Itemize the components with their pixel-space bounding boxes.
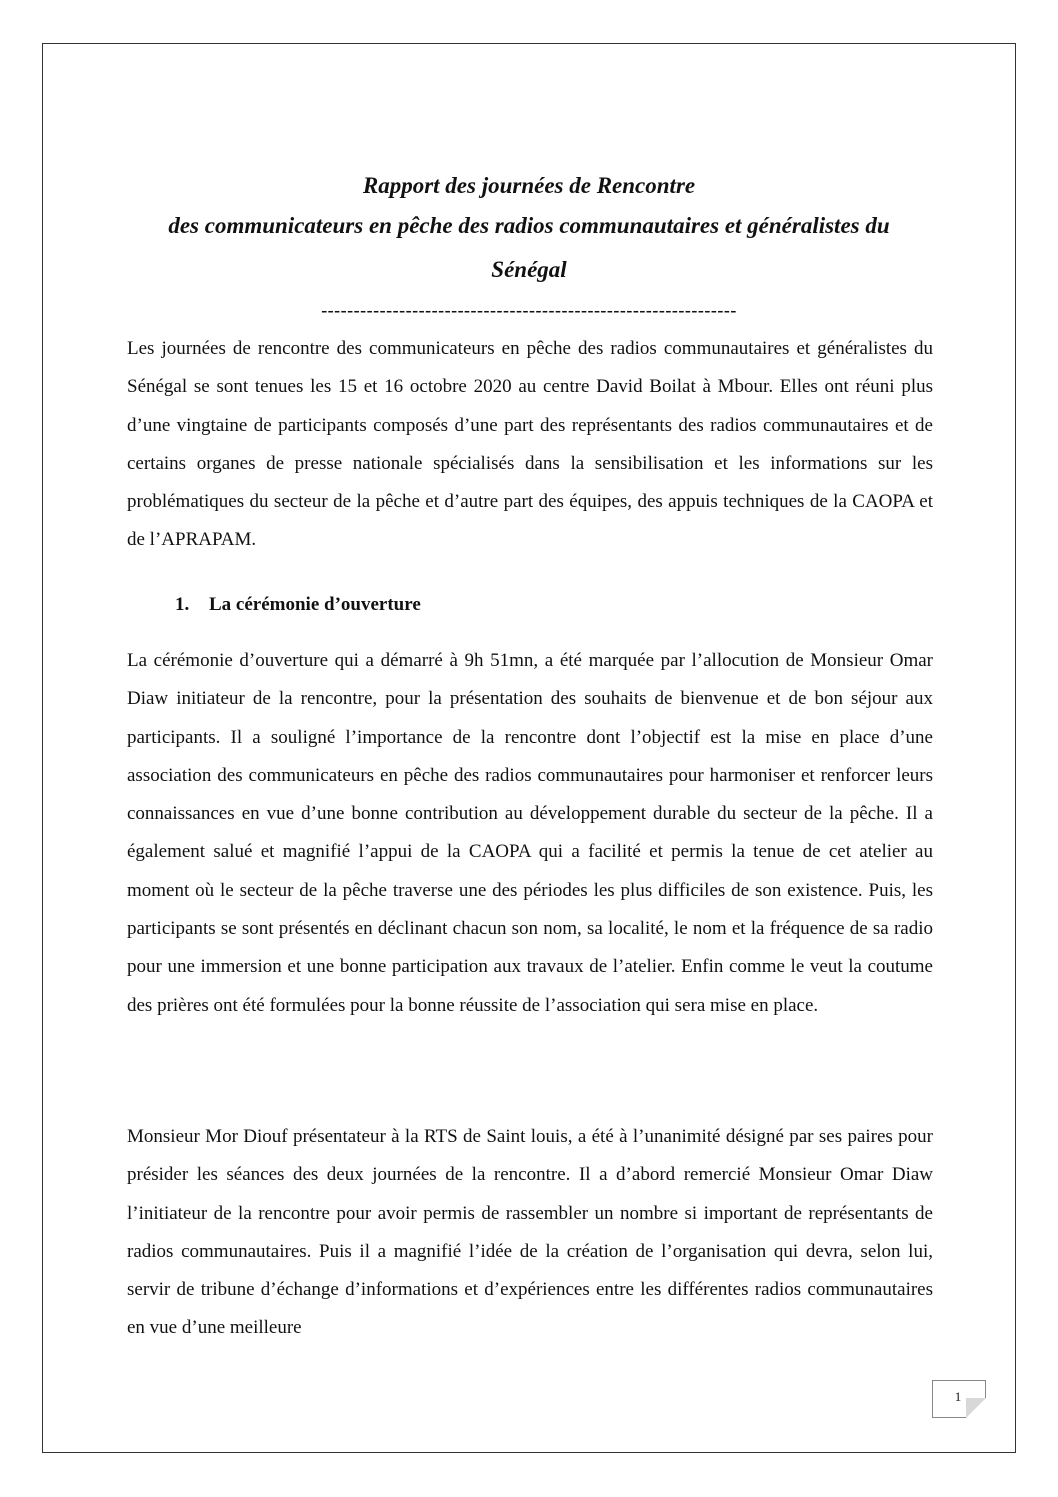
page-number-box bbox=[932, 1380, 986, 1418]
document-title-line-3: Sénégal bbox=[491, 257, 567, 282]
ceremony-paragraph: La cérémonie d’ouverture qui a démarré à 9h 51mn, a été marquée par l’allocution de Monsieur Omar Diaw initiateur de la rencontre, pour la présentation des souhaits de bienvenue et de bon séjour aux participants. Il a souligné l’importance de la rencontre dont l’objectif est la mise en place d’une association des communicateurs en pêche des radios communautaires pour harmoniser et renforcer leurs connaissances en vue d’une bonne contribution au développement durable du secteur de la pêche. Il a également salué et magnifié l’appui de la CAOPA qui a facilité et permis la tenue de cet atelier au moment où le secteur de la pêche traverse une des périodes les plus difficiles de son existence. Puis, les participants se sont présentés en déclinant chacun son nom, sa localité, le nom et la fréquence de sa radio pour une immersion et une bonne participation aux travaux de l’atelier. Enfin comme le veut la coutume des prières ont été formulées pour la bonne réussite de l’association qui sera mise en place. bbox=[127, 650, 933, 1016]
intro-paragraph: Les journées de rencontre des communicateurs en pêche des radios communautaires et généralistes du Sénégal se sont tenues les 15 et 16 octobre 2020 au centre David Boilat à Mbour. Elles ont réuni plus d’une vingtaine de participants composés d’une part des représentants des radios communautaires et de certains organes de presse nationale spécialisés dans la sensibilisation et les informations sur les problématiques du secteur de la pêche et d’autre part des équipes, des appuis techniques de la CAOPA et de l’APRAPAM. bbox=[127, 338, 933, 551]
page-number: 1 bbox=[954, 1389, 962, 1404]
section-number: 1. bbox=[175, 594, 190, 615]
president-paragraph: Monsieur Mor Diouf présentateur à la RTS de Saint louis, a été à l’unanimité désigné par ses paires pour présider les séances des deux journées de la rencontre. Il a d’abord remercié Monsieur Omar Diaw l’initiateur de la rencontre pour avoir permis de rassembler un nombre si important de représentants de radios communautaires. Puis il a magnifié l’idée de la création de l’organisation qui devra, selon lui, servir de tribune d’échange d’informations et d’expériences entre les différentes radios communautaires en vue d’une meilleure bbox=[127, 1126, 933, 1339]
section-title: La cérémonie d’ouverture bbox=[209, 594, 421, 615]
section-heading bbox=[175, 589, 421, 621]
document-title-line-2: des communicateurs en pêche des radios communautaires et généralistes du bbox=[168, 213, 890, 238]
title-separator: ---------------------------------------------------------------- bbox=[321, 300, 737, 320]
document-title-line-1: Rapport des journées de Rencontre bbox=[362, 173, 696, 198]
